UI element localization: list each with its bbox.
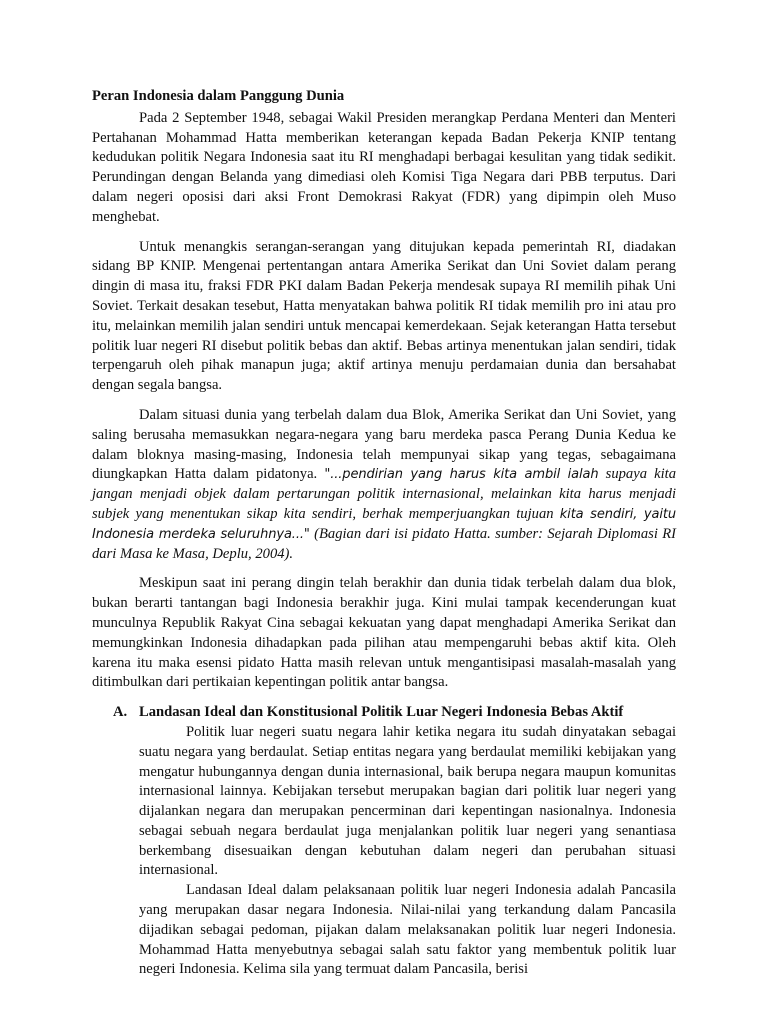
hatta-quote-open: "...pendirian yang harus kita ambil ialah [324, 467, 599, 483]
document-page [92, 87, 676, 980]
paragraph-3 [92, 406, 676, 564]
paragraph-1: Pada 2 September 1948, sebagai Wakil Presiden merangkap Perdana Menteri dan Menteri Pertahanan Mohammad Hatta memberikan keterangan kepada Badan Pekerja KNIP tentang kedudukan politik Negara Indonesia saat itu RI menghadapi berbagai kesulitan yang tidak sedikit. Perundingan dengan Belanda yang dimediasi oleh Komisi Tiga Negara dari PBB terputus. Dari dalam negeri oposisi dari aksi Front Demokrasi Rakyat (FDR) yang dipimpin oleh Muso menghebat. [92, 109, 676, 225]
section-a-letter: A. [113, 704, 128, 721]
section-a [113, 703, 676, 980]
paragraph-3-intro: Dalam situasi dunia yang terbelah dalam dua Blok, Amerika Serikat dan Uni Soviet, yang saling berusaha memasukkan negara-negara yang baru merdeka pasca Perang Dunia Kedua ke dalam bloknya masing-masing, Indonesia telah mempunyai sikap yang tegas, sebagaimana diungkapkan Hatta dalam pidatonya. [92, 406, 676, 483]
quote-source: (Bagian dari isi pidato Hatta. sumber: Sejarah Diplomasi RI dari Masa ke Masa, Deplu, 2004). [92, 525, 676, 562]
paragraph-2: Untuk menangkis serangan-serangan yang ditujukan kepada pemerintah RI, diadakan sidang BP KNIP. Mengenai pertentangan antara Amerika Serikat dan Uni Soviet dalam perang dingin di masa itu, fraksi FDR PKI dalam Badan Pekerja mendesak supaya RI memilih pihak Uni Soviet. Terkait desakan tesebut, Hatta menyatakan bahwa politik RI tidak memilih pro ini atau pro itu, melainkan memilih jalan sendiri untuk mencapai kemerdekaan. Sejak keterangan Hatta tersebut politik luar negeri RI disebut politik bebas dan aktif. Bebas artinya menentukan jalan sendiri, tidak terpengaruh oleh pihak manapun juga; aktif artinya menuju perdamaian dunia dan bersahabat dengan segala bangsa. [92, 238, 676, 394]
hatta-quote-close: kita sendiri, yaitu Indonesia merdeka seluruhnya..." [92, 506, 676, 542]
paragraph-4: Meskipun saat ini perang dingin telah berakhir dan dunia tidak terbelah dalam dua blok, bukan berarti tantangan bagi Indonesia berakhir juga. Kini mulai tampak kecenderungan kuat munculnya Republik Rakyat Cina sebagai kekuatan yang dapat menghadapi Amerika Serikat dan memungkinkan Indonesia dihadapkan pada pilihan atau mempengaruhi bebas aktif kita. Oleh karena itu maka esensi pidato Hatta masih relevan untuk mengantisipasi masalah-masalah yang ditimbulkan dari pertikaian kepentingan politik antar bangsa. [92, 575, 676, 691]
hatta-quote-body: supaya kita jangan menjadi objek dalam pertarungan politik internasional, melainkan kita harus menjadi subjek yang menentukan sikap kita sendiri, berhak memperjuangkan tujuan [92, 466, 676, 522]
section-a-title: Landasan Ideal dan Konstitusional Politik Luar Negeri Indonesia Bebas Aktif [139, 704, 624, 721]
section-a-paragraph-1: Politik luar negeri suatu negara lahir ketika negara itu sudah dinyatakan sebagai suatu negara yang berdaulat. Setiap entitas negara yang berdaulat memiliki kebijakan yang mengatur hubungannya dengan dunia internasional, baik berupa negara maupun komunitas internasional lainnya. Kebijakan tersebut merupakan bagian dari politik luar negeri yang dijalankan negara dan merupakan pencerminan dari kepentingan nasionalnya. Indonesia sebagai sebuah negara berdaulat juga menjalankan politik luar negeri yang senantiasa berkembang disesuaikan dengan kebutuhan dalam negeri dan perubahan situasi internasional. [139, 723, 676, 879]
page-title: Peran Indonesia dalam Panggung Dunia [92, 88, 345, 104]
section-a-heading [113, 703, 676, 723]
section-a-paragraph-2: Landasan Ideal dalam pelaksanaan politik luar negeri Indonesia adalah Pancasila yang merupakan dasar negara Indonesia. Nilai-nilai yang terkandung dalam Pancasila dijadikan sebagai pedoman, pijakan dalam melaksanakan politik luar negeri Indonesia. Mohammad Hatta menyebutnya sebagai salah satu faktor yang membentuk politik luar negeri Indonesia. Kelima sila yang termuat dalam Pancasila, berisi [139, 882, 676, 978]
